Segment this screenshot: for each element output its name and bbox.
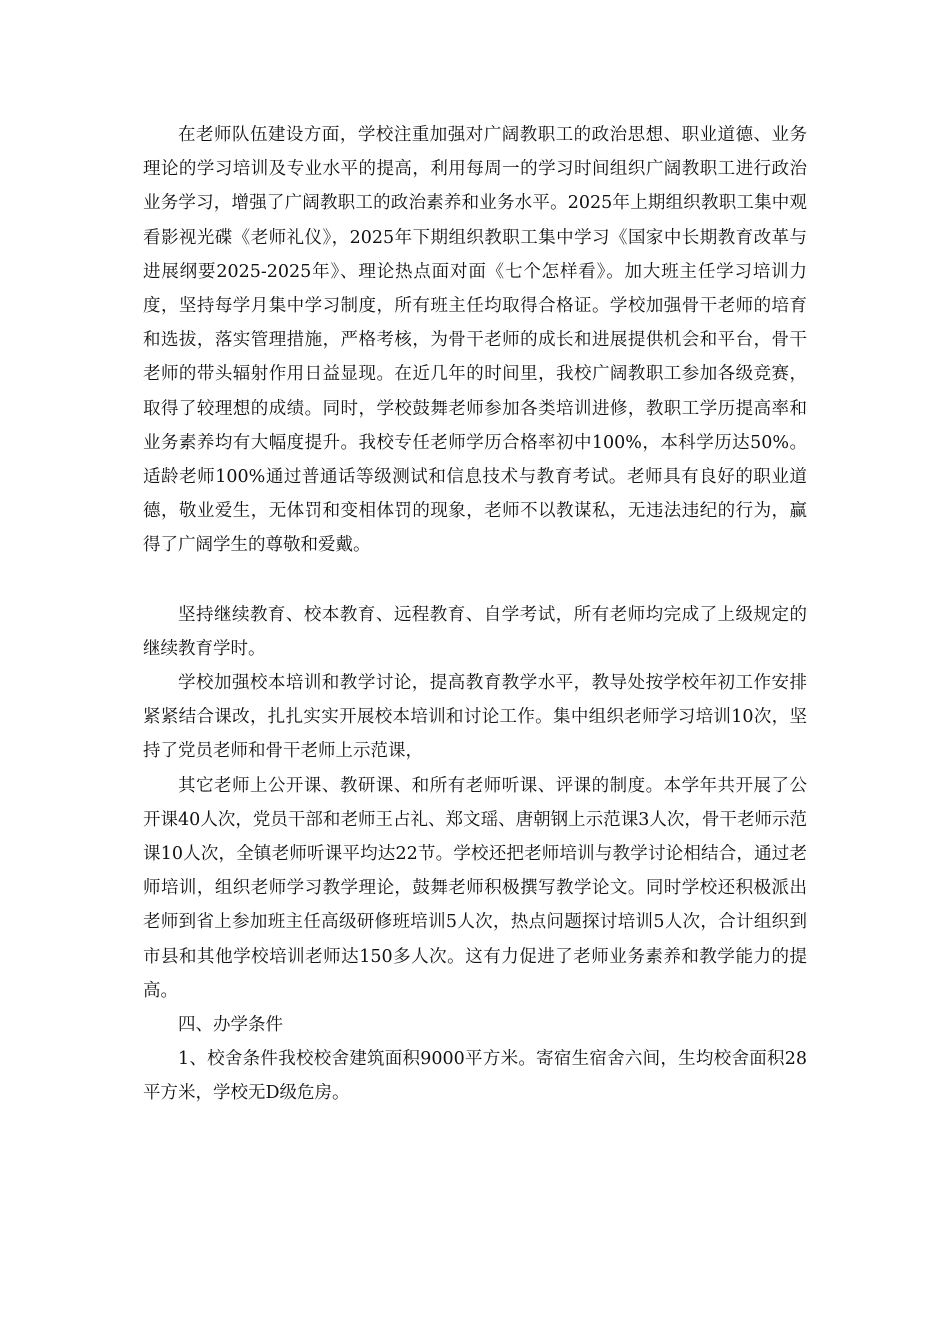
paragraph-open-classes: 其它老师上公开课、教研课、和所有老师听课、评课的制度。本学年共开展了公开课40人次，党员干部和老师王占礼、郑文瑶、唐朝钢上示范课3人次，骨干老师示范课10人次，全镇老师听课平均达22节。学校还把老师培训与教学讨论相结合，通过老师培训，组织老师学习教学理论，鼓舞老师积极撰写教学论文。同时学校还积极派出老师到省上参加班主任高级研修班培训5人次，热点问题探讨培训5人次，合计组织到市县和其他学校培训老师达150多人次。这有力促进了老师业务素养和教学能力的提高。 [143,775,807,1001]
paragraph-continuing-education: 坚持继续教育、校本教育、远程教育、自学考试，所有老师均完成了上级规定的继续教育学时。 [143,604,807,659]
document-body [143,118,807,1111]
paragraph-teacher-team: 在老师队伍建设方面，学校注重加强对广阔教职工的政治思想、职业道德、业务理论的学习培训及专业水平的提高，利用每周一的学习时间组织广阔教职工进行政治业务学习，增强了广阔教职工的政治素养和业务水平。2025年上期组织教职工集中观看影视光碟《老师礼仪》，2025年下期组织教职工集中学习《国家中长期教育改革与进展纲要2025-2025年》、理论热点面对面《七个怎样看》。加大班主任学习培训力度，坚持每学月集中学习制度，所有班主任均取得合格证。学校加强骨干老师的培育和选拔，落实管理措施，严格考核，为骨干老师的成长和进展提供机会和平台，骨干老师的带头辐射作用日益显现。在近几年的时间里，我校广阔教职工参加各级竞赛，取得了较理想的成绩。同时，学校鼓舞老师参加各类培训进修，教职工学历提高率和业务素养均有大幅度提升。我校专任老师学历合格率初中100%，本科学历达50%。适龄老师100%通过普通话等级测试和信息技术与教育考试。老师具有良好的职业道德，敬业爱生，无体罚和变相体罚的现象，老师不以教谋私，无违法违纪的行为，赢得了广阔学生的尊敬和爱戴。 [143,125,807,556]
paragraph-building-conditions: 1、校舍条件我校校舍建筑面积9000平方米。寄宿生宿舍六间，生均校舍面积28平方米，学校无D级危房。 [143,1049,807,1104]
section-heading-school-conditions: 四、办学条件 [178,1015,283,1036]
paragraph-school-training: 学校加强校本培训和教学讨论，提高教育教学水平，教导处按学校年初工作安排紧紧结合课改，扎扎实实开展校本培训和讨论工作。集中组织老师学习培训10次，坚持了党员老师和骨干老师上示范课， [143,673,807,762]
